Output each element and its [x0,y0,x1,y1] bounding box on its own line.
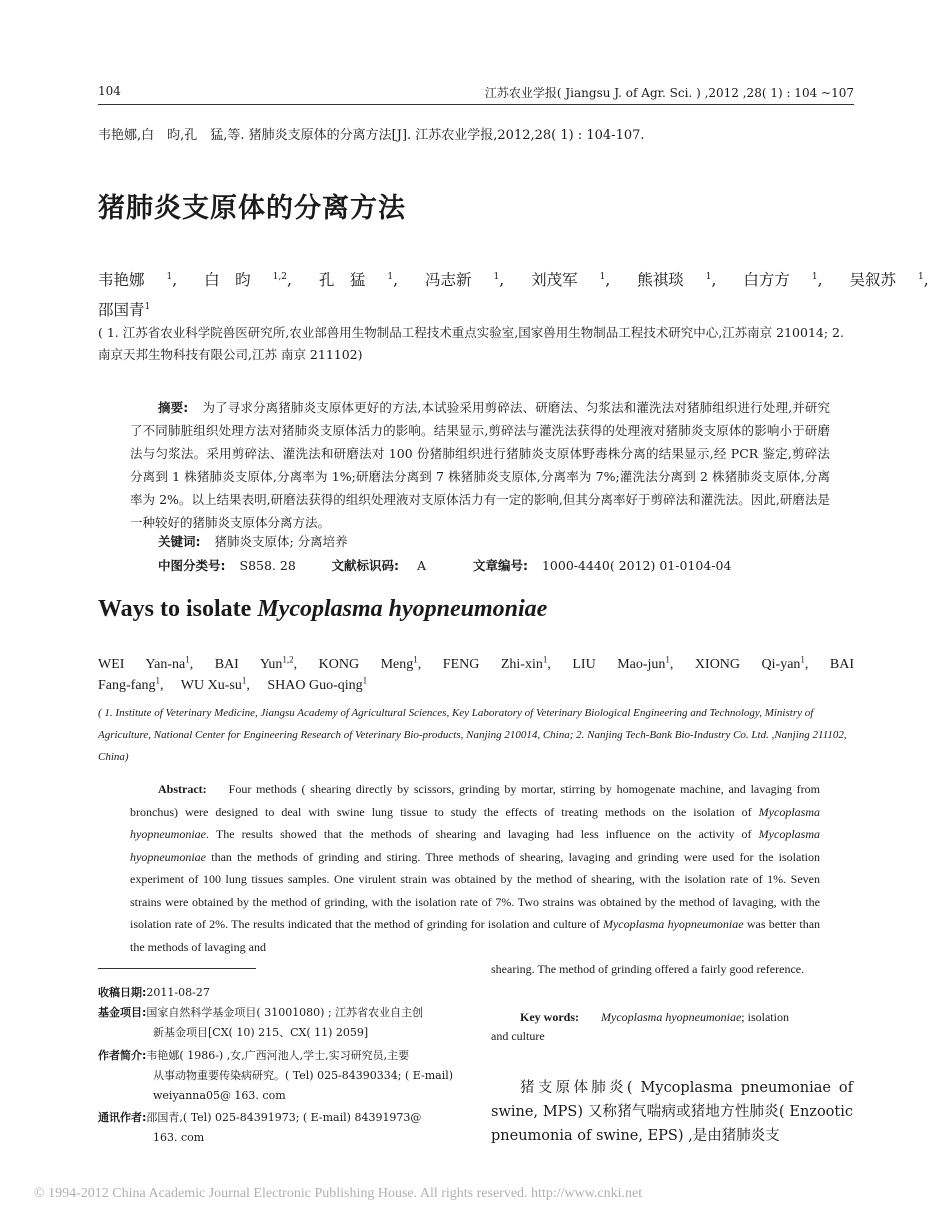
journal-header: 江苏农业学报( Jiangsu J. of Agr. Sci. ) ,2012 ,28( 1) : 104 ~107 [484,86,854,100]
body-text: 猪支原体肺炎( Mycoplasma pneumoniae of swine, MPS) 又称猪气喘病或猪地方性肺炎( Enzootic pneumonia of swine, EPS) ,是由猪肺炎支 [491,1080,853,1144]
author-en: BAI [829,657,855,672]
footnote-author: 作者简介:韦艳娜( 1986-) ,女,广西河池人,学士,实习研究员,主要 从事动物重要传染病研究。( Tel) 025-84390334; ( E-mail) weiyanna05@ 163. com [98,1049,454,1102]
title-cn: 猪肺炎支原体的分离方法 [98,193,406,224]
keywords-en-continued: and culture [491,1029,545,1043]
author-cn: 冯志新 $^1$, [424,271,505,289]
abstract-en-continued: shearing. The method of grinding offered a fairly good reference. [491,962,805,976]
footnote-received: 收稿日期:2011-08-27 [98,986,210,999]
author-cn: 刘茂军 $^1$, [531,271,611,289]
affiliation-en: ( 1. Institute of Veterinary Medicine, Jiangsu Academy of Agricultural Sciences, Key Laboratory of Veterinary Biological Engineering and Technology, Ministry of Agriculture, National Center for Engineering Research of Veterinary Bio-products, Nanjing 210014, China; 2. Nanjing Tech-Bank Bio-Industry Co. Ltd. ,Nanjing 211102, China) [98,707,847,763]
page-number: 104 [98,84,121,98]
author-en: BAI Yun$^{1,2}$, [214,654,298,672]
author-cn: 韦艳娜 $^1$, [98,271,178,289]
authors-en [98,652,854,678]
author-en: WEI Yan-$na^1$, [98,654,194,672]
classification-meta: 中图分类号: S858. 28 文献标识码: A 文章编号: 1000-4440( 2012) 01-0104-04 [158,558,732,573]
footnote-corresponding: 通讯作者:邵国青,( Tel) 025-84391973; ( E-mail) 84391973@ 163. com [98,1111,422,1144]
author-en: KONG Meng$^1$, [318,654,422,672]
author-cn: 邵国青$^1$ [98,301,151,319]
keywords-cn: 关键词: 猪肺炎支原体; 分离培养 [158,534,348,549]
footnote-rule [98,968,256,969]
author-cn: 白 昀 $^{1,2}$, [204,271,292,289]
copyright-watermark: © 1994-2012 China Academic Journal Electronic Publishing House. All rights reserved. http://www.cnki.net [34,1186,643,1201]
author-en: FENG Zhi-xin$^1$, [442,654,551,672]
author-cn: 熊祺琰 $^1$, [637,271,717,289]
abstract-en: Abstract: Four methods ( shearing directly by scissors, grinding by mortar, stirring by homogenate machine, and lavaging from bronchus) were designed to deal with swine lung tissue to study the effects of treating methods on the isolation of Mycoplasma hyopneumoniae. The results showed that the methods of shearing and lavaging had less influence on the activity of Mycoplasma hyopneumoniae than the methods of grinding and stiring. Three methods of shearing, lavaging and grinding were used for the isolation experiment of 100 lung tissues samples. One virulent strain was obtained by the method of shearing, with the isolation rate of 1%. Seven strains were obtained by the method of grinding, with the isolation rate of 7%. Two strains was obtained by the method of lavaging, with the isolation rate of 2%. The results indicated that the method of grinding for isolation and culture of Mycoplasma hyopneumoniae was better than the methods of lavaging and [130,782,821,954]
authors-cn [98,268,929,290]
citation: 韦艳娜,白 昀,孔 猛,等. 猪肺炎支原体的分离方法[J]. 江苏农业学报,2012,28( 1) : 104-107. [98,128,645,143]
abstract-cn-label: 摘要: [158,400,189,415]
authors-en-line2: Fang-fang$^1$, WU $Xu-su^1$, SHAO Guo-qing$^1$ [98,675,368,693]
affiliation-cn: ( 1. 江苏省农业科学院兽医研究所,农业部兽用生物制品工程技术重点实验室,国家兽用生物制品工程技术研究中心,江苏南京 210014; 2. 南京天邦生物科技有限公司,江苏 南京 211102) [98,325,844,362]
author-cn: 吴叙苏 $^1$, [849,271,929,289]
author-en: XIONG Qi-yan$^1$, [694,654,809,672]
footnote-fund: 基金项目:国家自然科学基金项目( 31001080) ; 江苏省农业自主创 新基金项目[CX( 10) 215、CX( 11) 2059] [98,1006,424,1039]
author-en: LIU Mao-jun$^1$, [572,654,674,672]
abstract-cn-text: 为了寻求分离猪肺炎支原体更好的方法,本试验采用剪碎法、研磨法、匀浆法和灌洗法对猪肺组织进行处理,并研究了不同肺脏组织处理方法对猪肺炎支原体活力的影响。结果显示,剪碎法与灌洗法获得的处理液对猪肺炎支原体的影响小于研磨法与匀浆法。采用剪碎法、灌洗法和研磨法对 100 份猪肺组织进行猪肺炎支原体野毒株分离的结果显示,经 PCR 鉴定,剪碎法分离到 1 株猪肺炎支原体,分离率为 1%;研磨法分离到 7 株猪肺炎支原体,分离率为 7%;灌洗法分离到 2 株猪肺炎支原体,分离率为 2%。以上结果表明,研磨法获得的组织处理液对支原体活力有一定的影响,但其分离率好于剪碎法和灌洗法。因此,研磨法是一种较好的猪肺炎支原体分离方法。 [130,400,831,530]
author-cn: 白方方 $^1$, [743,271,823,289]
abstract-cn [130,396,830,534]
title-en: Ways to isolate Mycoplasma hyopneumoniae [98,596,548,622]
keywords-en: Key words: Mycoplasma hyopneumoniae; isolation [520,1010,789,1024]
header-rule [98,104,854,105]
author-cn: 孔 猛 $^1$, [318,271,399,289]
